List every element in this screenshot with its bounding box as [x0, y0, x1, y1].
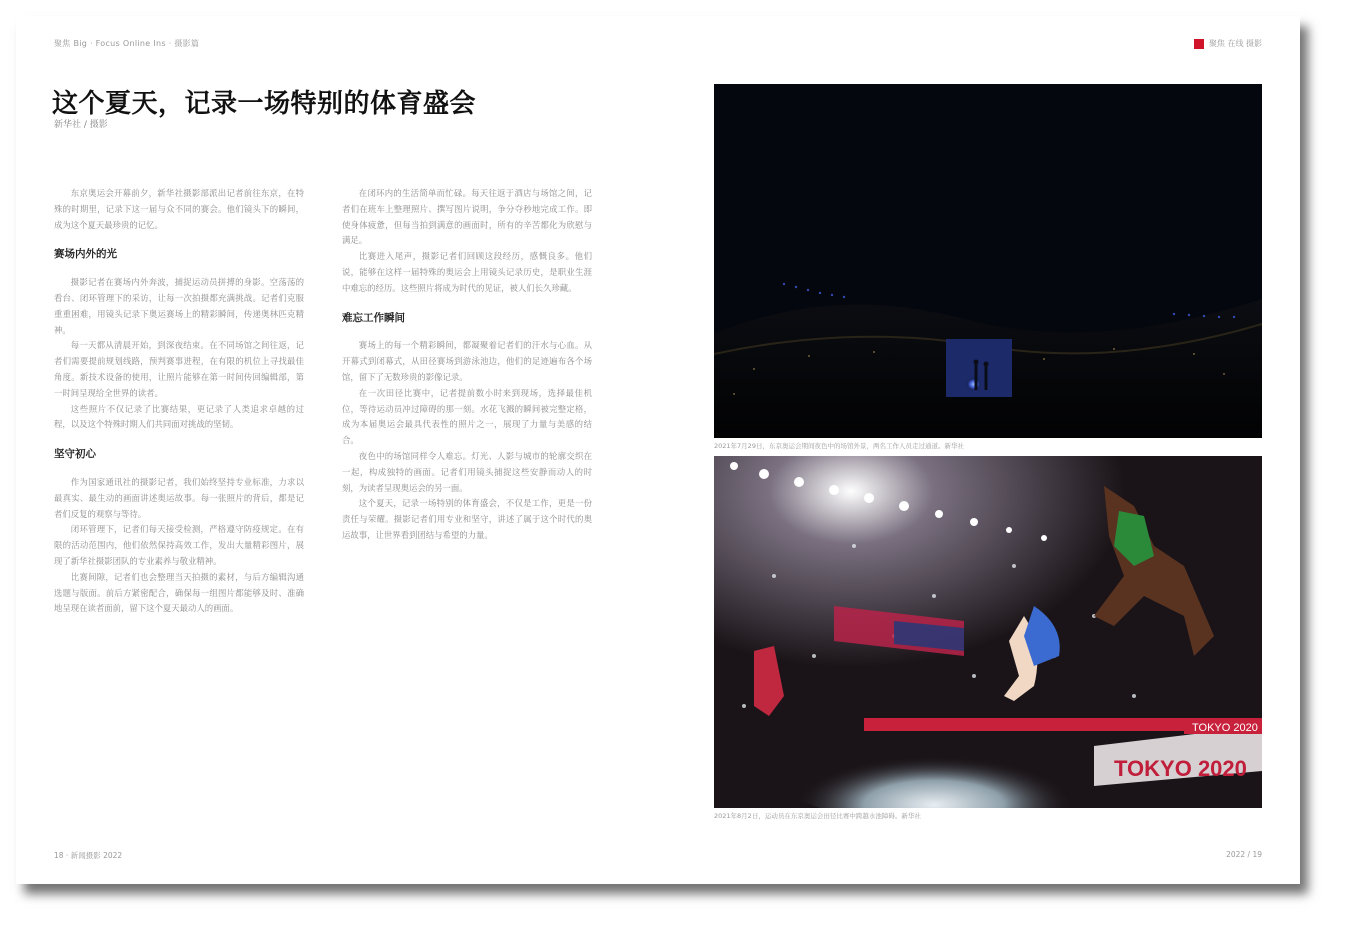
- text-column-2: [342, 186, 592, 544]
- photo-caption: 2021年7月29日，东京奥运会期间夜色中的场馆外景，两名工作人员走过通道。新华社: [714, 442, 964, 450]
- paragraph: 摄影记者在赛场内外奔波，捕捉运动员拼搏的身影。空荡荡的看台、闭环管理下的采访，让每一次拍摄都充满挑战。记者们克服重重困难，用镜头记录下奥运赛场上的精彩瞬间，传递奥林匹克精神。: [54, 277, 304, 335]
- paragraph: 比赛间隙，记者们也会整理当天拍摄的素材，与后方编辑沟通选题与版面。前后方紧密配合，确保每一组图片都能够及时、准确地呈现在读者面前，留下这个夏天最动人的画面。: [54, 571, 304, 614]
- running-header-right: [1194, 38, 1262, 49]
- magazine-spread: [16, 16, 1300, 884]
- night-stadium-photo: [714, 84, 1262, 438]
- section-marker-icon: [1194, 39, 1204, 49]
- article-title: 这个夏天，记录一场特别的体育盛会: [52, 89, 477, 119]
- paragraph: 夜色中的场馆同样令人难忘。灯光、人影与城市的轮廓交织在一起，构成独特的画面。记者们用镜头捕捉这些安静而动人的时刻，为读者呈现奥运会的另一面。: [342, 450, 592, 493]
- paragraph: 赛场上的每一个精彩瞬间，都凝聚着记者们的汗水与心血。从开幕式到闭幕式，从田径赛场到游泳池边，他们的足迹遍布各个场馆，留下了无数珍贵的影像记录。: [342, 340, 592, 382]
- folio-left: 18 · 新闻摄影 2022: [54, 851, 123, 860]
- running-header-left: 聚焦 Big · Focus Online Ins · 摄影篇: [54, 39, 200, 48]
- paragraph: 东京奥运会开幕前夕，新华社摄影部派出记者前往东京，在特殊的时期里，记录下这一届与众不同的赛会。他们镜头下的瞬间，成为这个夏天最珍贵的记忆。: [54, 188, 304, 230]
- paragraph: 每一天都从清晨开始，到深夜结束。在不同场馆之间往返，记者们需要提前规划线路，预判赛事进程，在有限的机位上寻找最佳角度。新技术设备的使用，让照片能够在第一时间传回编辑部，第一时间呈现给全世界的读者。: [54, 340, 304, 398]
- banner-text-small: TOKYO 2020: [1192, 722, 1258, 734]
- text-column-1: [54, 186, 304, 617]
- folio-right: 2022 / 19: [1226, 850, 1262, 859]
- paragraph: 这些照片不仅记录了比赛结果，更记录了人类追求卓越的过程，以及这个特殊时期人们共同面对挑战的坚韧。: [54, 403, 304, 430]
- section-heading: 赛场内外的光: [54, 248, 117, 261]
- running-header-right-text: 聚焦 在线 摄影: [1208, 39, 1262, 48]
- section-heading: 难忘工作瞬间: [342, 311, 405, 324]
- photo-caption: 2021年8月2日，运动员在东京奥运会田径比赛中跨越水池障碍。新华社: [714, 812, 921, 820]
- steeplechase-photo: [714, 456, 1262, 808]
- paragraph: 在一次田径比赛中，记者提前数小时来到现场，选择最佳机位，等待运动员冲过障碍的那一刻。水花飞溅的瞬间被完整定格，成为本届奥运会最具代表性的照片之一，展现了力量与美感的结合。: [342, 387, 592, 446]
- paragraph: 在闭环内的生活简单而忙碌。每天往返于酒店与场馆之间，记者们在班车上整理照片、撰写图片说明，争分夺秒地完成工作。即使身体疲惫，但每当拍到满意的画面时，所有的辛苦都化为欣慰与满足。: [342, 188, 592, 246]
- paragraph: 作为国家通讯社的摄影记者，我们始终坚持专业标准，力求以最真实、最生动的画面讲述奥运故事。每一张照片的背后，都是记者们反复的观察与等待。: [54, 476, 304, 519]
- paragraph: 闭环管理下，记者们每天接受检测，严格遵守防疫规定。在有限的活动范围内，他们依然保持高效工作，发出大量精彩图片，展现了新华社摄影团队的专业素养与敬业精神。: [54, 524, 304, 566]
- banner-text: TOKYO 2020: [1114, 756, 1247, 781]
- article-byline: 新华社 / 摄影: [54, 120, 108, 130]
- paragraph: 比赛进入尾声，摄影记者们回顾这段经历，感慨良多。他们说，能够在这样一届特殊的奥运会上用镜头记录历史，是职业生涯中难忘的经历。这些照片将成为时代的见证，被人们长久珍藏。: [342, 251, 592, 293]
- section-heading: 坚守初心: [54, 448, 96, 461]
- paragraph: 这个夏天，记录一场特别的体育盛会，不仅是工作，更是一份责任与荣耀。摄影记者们用专业和坚守，讲述了属于这个时代的奥运故事，让世界看到团结与希望的力量。: [342, 498, 592, 540]
